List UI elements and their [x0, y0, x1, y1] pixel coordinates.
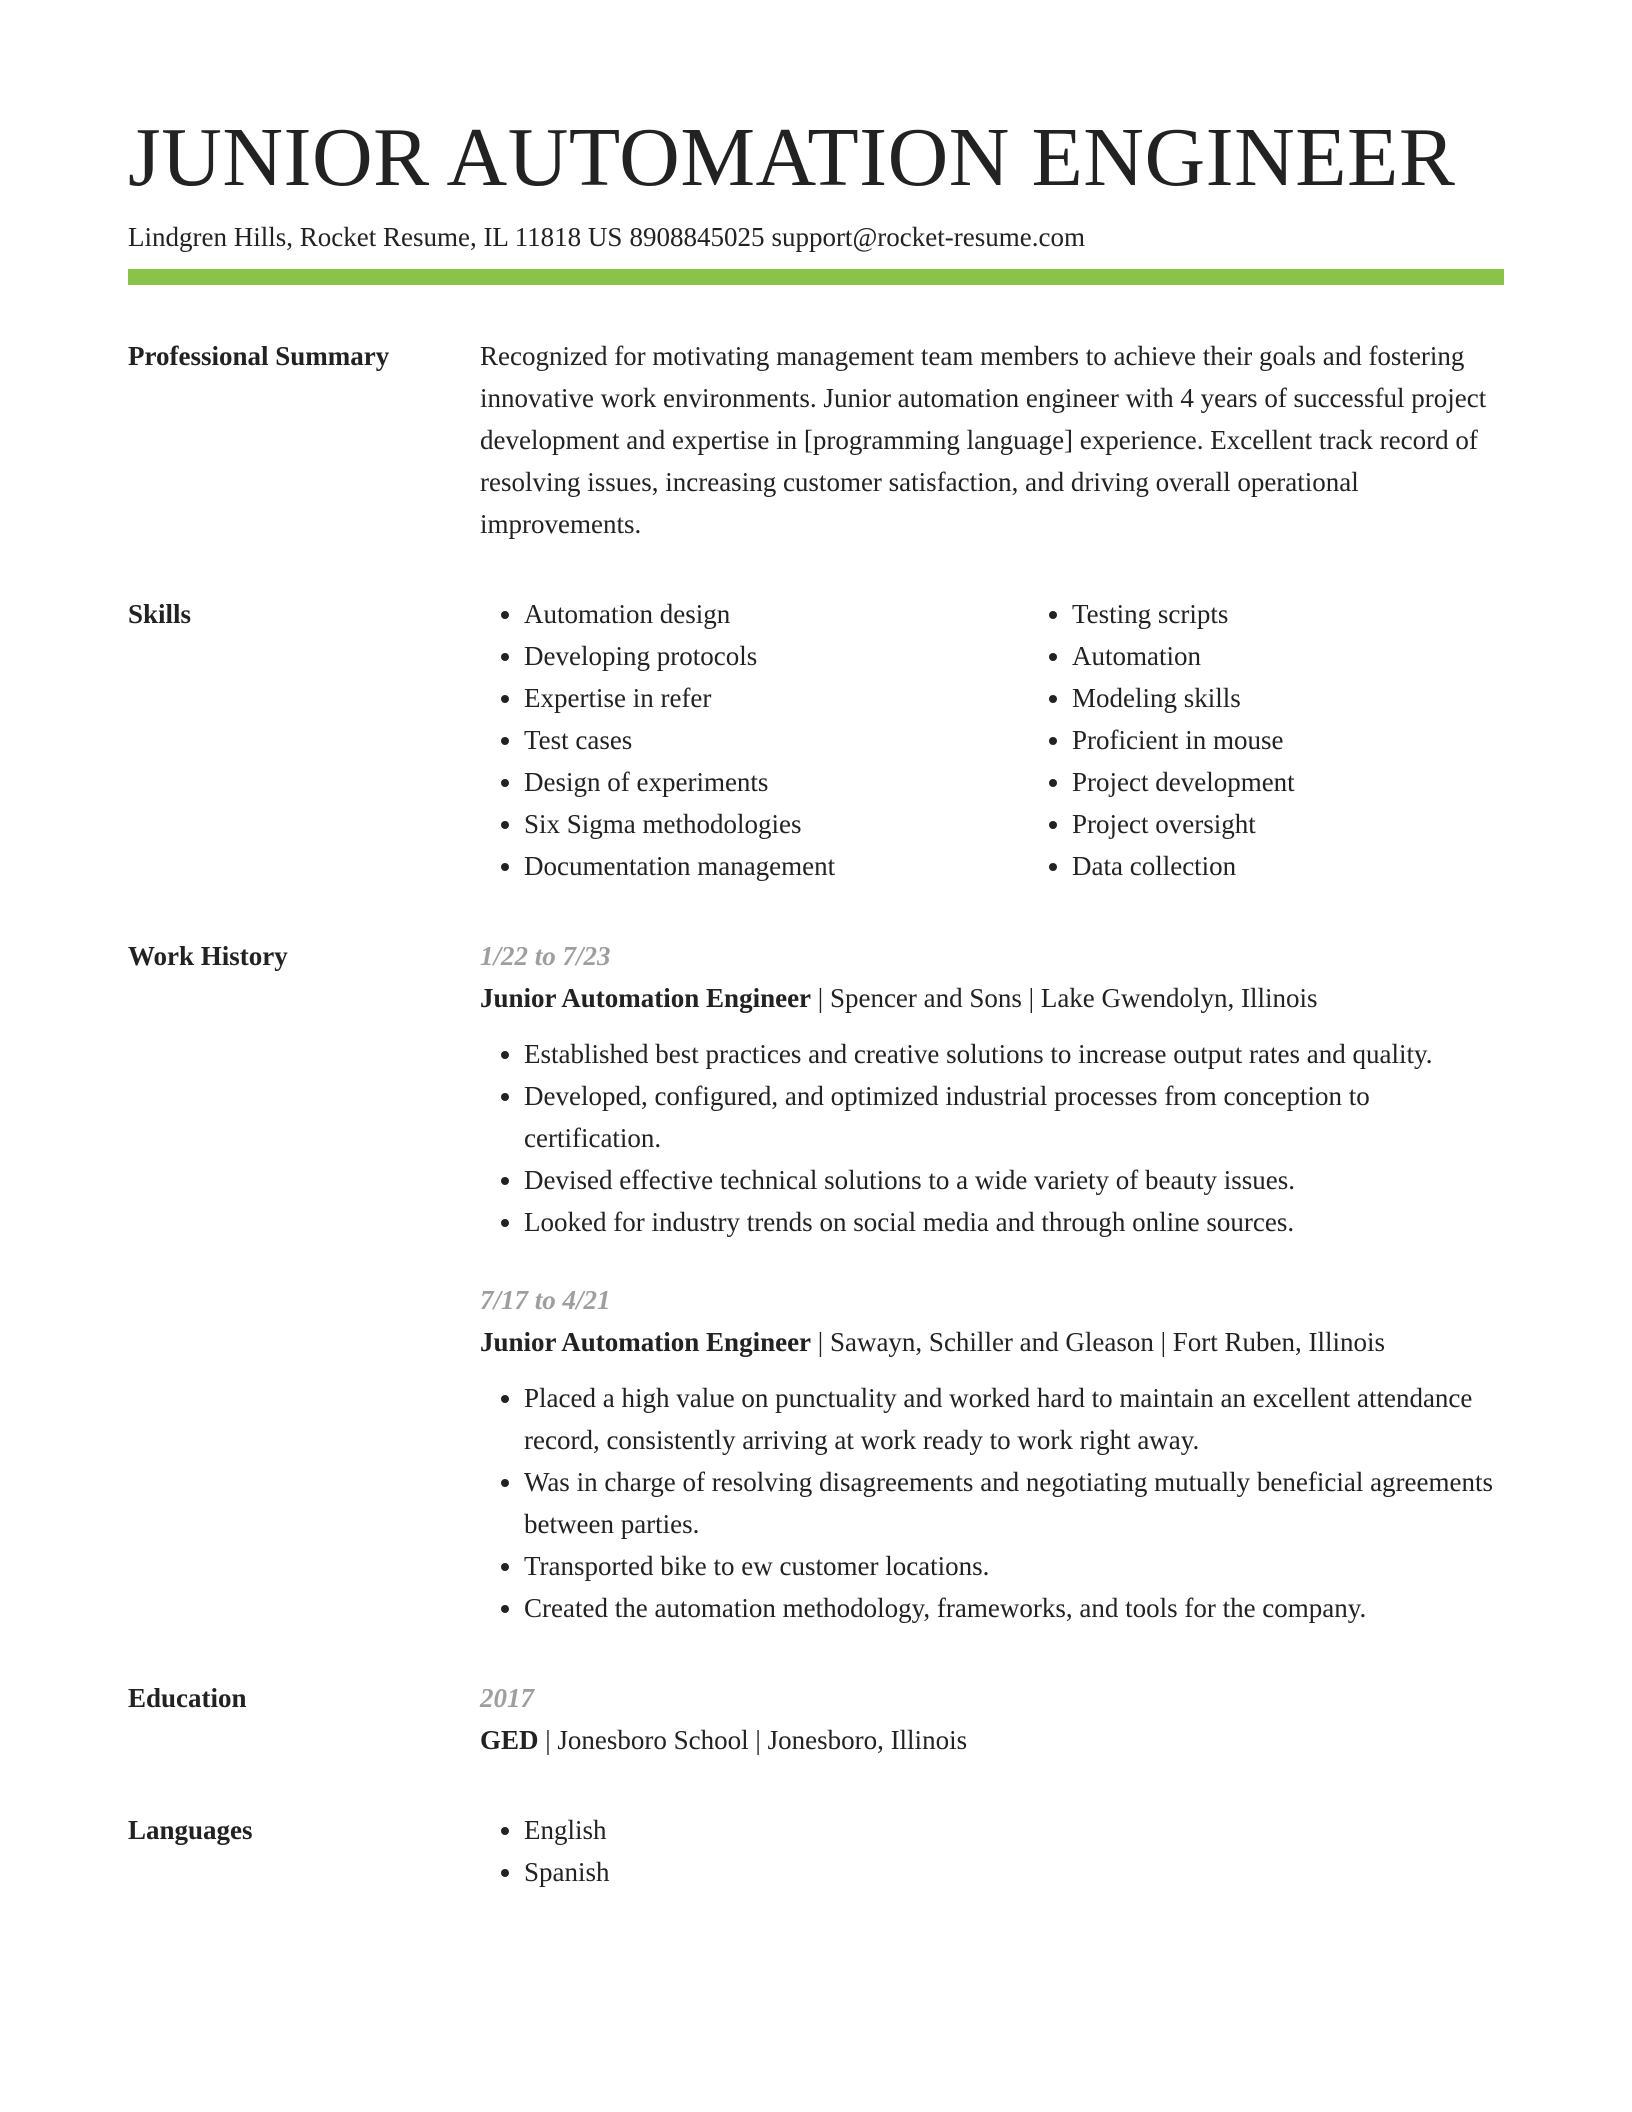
skill-item: • Developing protocols — [524, 635, 984, 677]
skill-item: • Automation design — [524, 593, 984, 635]
section-label-skills: Skills — [128, 599, 192, 630]
skill-item: • Design of experiments — [524, 761, 984, 803]
section-label-education: Education — [128, 1683, 247, 1714]
summary-text: Recognized for motivating management team members to achieve their goals and fostering innovative work environments. Junior automation engineer with 4 years of successful project development and expertise in [programming language] experience. Excellent track record of resolving issues, increasing customer satisfaction, and driving overall operational improvements. — [480, 341, 1487, 540]
resume-name: JUNIOR AUTOMATION ENGINEER — [128, 111, 1456, 204]
contact-email: support@rocket-resume.com — [771, 222, 1085, 253]
section-label-work: Work History — [128, 941, 288, 972]
skill-item: • Expertise in refer — [524, 677, 984, 719]
job-bullets — [480, 1377, 1504, 1629]
job-bullet: • Placed a high value on punctuality and worked hard to maintain an excellent attendance record, consistently arriving at work ready to work right away. — [524, 1377, 1504, 1461]
education-heading: GED | Jonesboro School | Jonesboro, Illinois — [480, 1725, 968, 1756]
skill-item: • Automation — [1072, 635, 1532, 677]
job-bullet: • Transported bike to ew customer locations. — [524, 1545, 1504, 1587]
job-bullet: • Looked for industry trends on social media and through online sources. — [524, 1201, 1504, 1243]
job-location: Lake Gwendolyn, Illinois — [1040, 983, 1318, 1014]
job-company: Spencer and Sons — [829, 983, 1022, 1014]
skill-item: • Six Sigma methodologies — [524, 803, 984, 845]
section-label-languages: Languages — [128, 1815, 253, 1846]
skill-item: • Documentation management — [524, 845, 984, 887]
skill-item: • Testing scripts — [1072, 593, 1532, 635]
skill-item: • Proficient in mouse — [1072, 719, 1532, 761]
education-school: Jonesboro School — [557, 1725, 749, 1756]
job-bullet: • Developed, configured, and optimized industrial processes from conception to certification. — [524, 1075, 1504, 1159]
section-label-summary: Professional Summary — [128, 341, 390, 372]
job-bullet: • Established best practices and creative solutions to increase output rates and quality. — [524, 1033, 1504, 1075]
job-bullet: • Was in charge of resolving disagreements and negotiating mutually beneficial agreements between parties. — [524, 1461, 1504, 1545]
job-title: Junior Automation Engineer — [480, 983, 812, 1014]
job-entry — [480, 935, 1504, 1243]
languages-list — [480, 1809, 1504, 1893]
job-title: Junior Automation Engineer — [480, 1327, 812, 1358]
education-year: 2017 — [480, 1683, 534, 1714]
header-divider — [128, 269, 1504, 285]
section-work-history — [128, 935, 1504, 1629]
education-location: Jonesboro, Illinois — [767, 1725, 968, 1756]
skill-item: • Modeling skills — [1072, 677, 1532, 719]
section-languages — [128, 1809, 1504, 1893]
job-entry — [480, 1279, 1504, 1629]
contact-line — [128, 220, 1504, 255]
skill-item: • Project development — [1072, 761, 1532, 803]
contact-address: Lindgren Hills, Rocket Resume, IL 11818 US — [128, 222, 623, 253]
job-bullet: • Devised effective technical solutions to a wide variety of beauty issues. — [524, 1159, 1504, 1201]
skill-item: • Test cases — [524, 719, 984, 761]
job-heading: Junior Automation Engineer | Sawayn, Schiller and Gleason | Fort Ruben, Illinois — [480, 1327, 1386, 1358]
section-education — [128, 1677, 1504, 1761]
section-skills — [128, 593, 1504, 887]
section-summary — [128, 335, 1504, 545]
language-item: • Spanish — [524, 1851, 1504, 1893]
job-company: Sawayn, Schiller and Gleason — [829, 1327, 1154, 1358]
language-item: • English — [524, 1809, 1504, 1851]
job-dates: 1/22 to 7/23 — [480, 941, 611, 972]
education-degree: GED — [480, 1725, 539, 1756]
skills-column-1 — [480, 593, 984, 887]
resume-page — [128, 112, 1504, 1893]
job-heading: Junior Automation Engineer | Spencer and Sons | Lake Gwendolyn, Illinois — [480, 983, 1318, 1014]
skill-item: • Data collection — [1072, 845, 1532, 887]
skill-item: • Project oversight — [1072, 803, 1532, 845]
job-bullet: • Created the automation methodology, frameworks, and tools for the company. — [524, 1587, 1504, 1629]
skills-lists — [480, 593, 1504, 887]
contact-phone: 8908845025 — [629, 222, 765, 253]
job-location: Fort Ruben, Illinois — [1172, 1327, 1386, 1358]
skills-column-2 — [1028, 593, 1532, 887]
job-bullets — [480, 1033, 1504, 1243]
job-dates: 7/17 to 4/21 — [480, 1285, 611, 1316]
